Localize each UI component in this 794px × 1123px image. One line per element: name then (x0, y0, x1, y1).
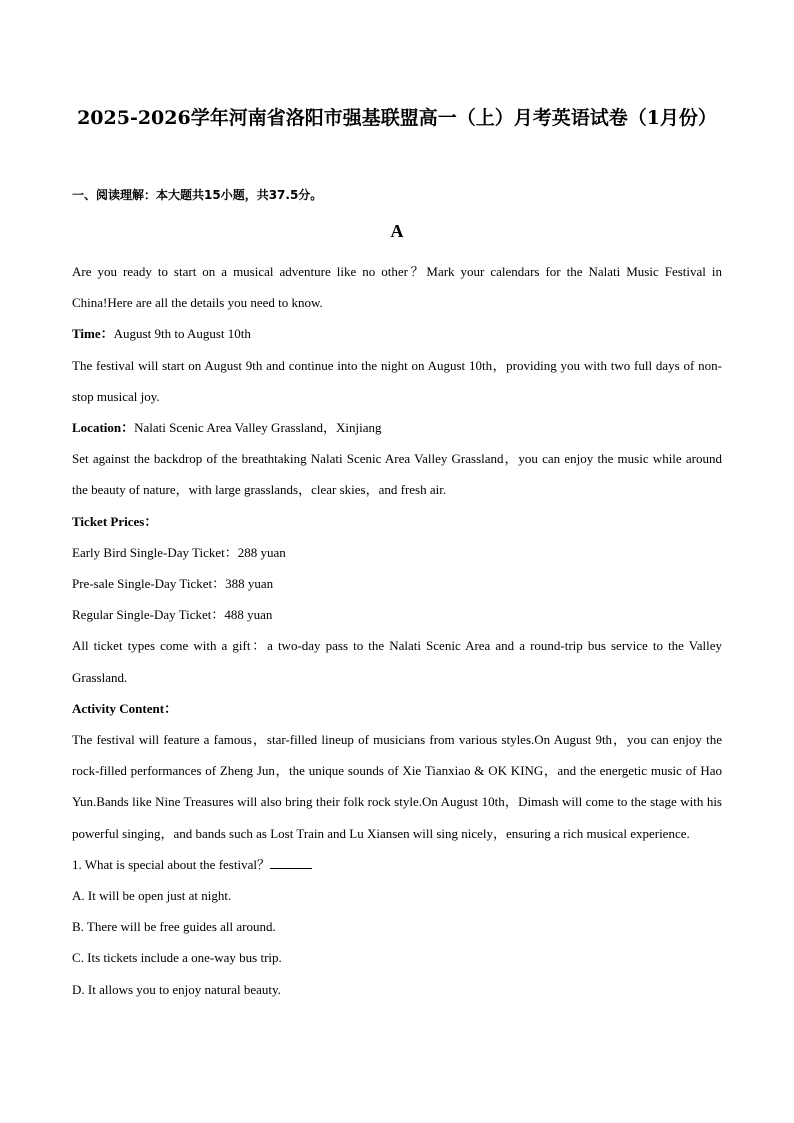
time-description: The festival will start on August 9th and continue into the night on August 10th，providing you with two full days of non-stop musical joy. (72, 357, 722, 404)
activity-description: The festival will feature a famous，star-filled lineup of musicians from various styles.On August 9th，you can enjoy the rock-filled performances of Zheng Jun，the unique sounds of Xie Tianxiao & OK KING，and the energetic music of Hao Yun.Bands like Nine Treasures will also bring their folk rock style.On August 10th，Dimash will come to the stage with his powerful singing，and bands such as Lost Train and Lu Xiansen will sing nicely，ensuring a rich musical experience. (72, 732, 722, 841)
time-label: Time： (72, 326, 114, 342)
intro-paragraph: Are you ready to start on a musical adventure like no other？Mark your calendars for the Nalati Music Festival in China!Here are all the details you need to know. (72, 264, 722, 311)
location-value: Nalati Scenic Area Valley Grassland，Xinjiang (134, 420, 382, 436)
location-description: Set against the backdrop of the breathtaking Nalati Scenic Area Valley Grassland，you can enjoy the music while around the beauty of nature，with large grasslands，clear skies，and fresh air. (72, 451, 722, 498)
ticket-label: Ticket Prices： (72, 513, 158, 529)
answer-blank[interactable] (270, 856, 312, 869)
time-line (72, 318, 722, 349)
ticket-item: Early Bird Single-Day Ticket：288 yuan (72, 544, 286, 560)
question-line (72, 849, 722, 880)
ticket-item: Pre-sale Single-Day Ticket：388 yuan (72, 576, 274, 592)
option-b: B. There will be free guides all around. (72, 919, 276, 935)
option-d: D. It allows you to enjoy natural beauty. (72, 981, 281, 997)
location-line (72, 412, 722, 443)
location-label: Location： (72, 420, 135, 436)
section-heading: 一、阅读理解：本大题共15小题，共37.5分。 (72, 188, 323, 202)
ticket-note: All ticket types come with a gift：a two-day pass to the Nalati Scenic Area and a round-trip bus service to the Valley Grassland. (72, 638, 722, 685)
passage-body (72, 256, 722, 1005)
option-a: A. It will be open just at night. (72, 888, 232, 904)
option-c: C. Its tickets include a one-way bus trip. (72, 950, 282, 966)
passage-label: A (390, 221, 404, 241)
question-text: 1. What is special about the festival？ (72, 856, 270, 872)
time-value: August 9th to August 10th (113, 326, 251, 342)
ticket-item: Regular Single-Day Ticket：488 yuan (72, 607, 273, 623)
activity-label: Activity Content： (72, 700, 178, 716)
exam-title: 2025-2026学年河南省洛阳市强基联盟高一（上）月考英语试卷（1月份） (77, 107, 717, 129)
